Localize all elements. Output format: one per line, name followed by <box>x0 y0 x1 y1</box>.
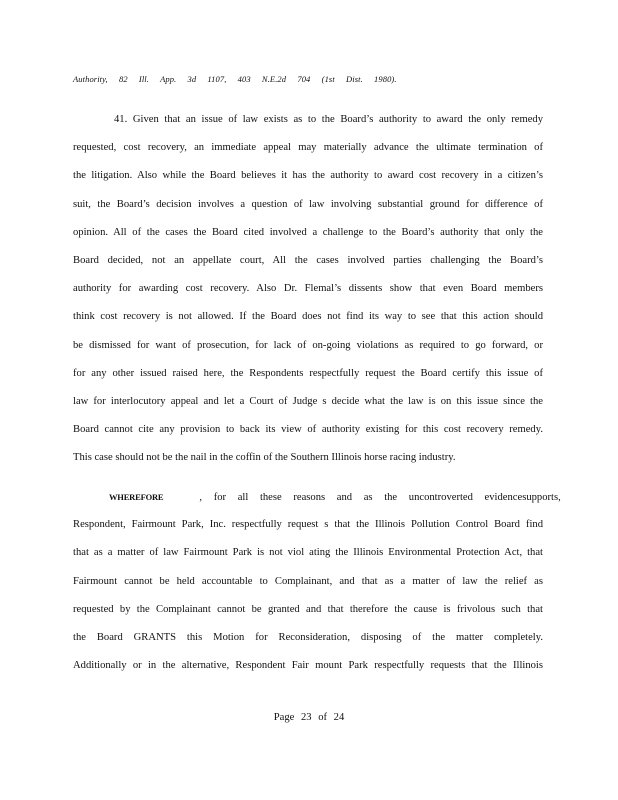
wherefore-label: WHEREFORE <box>109 492 164 502</box>
paragraph-line: think cost recovery is not allowed. If the Board does not find its way to see that this action should <box>73 311 543 323</box>
paragraph-41 <box>73 113 543 479</box>
paragraph-line: Board decided, not an appellate court, All the cases involved parties challenging the Board’s <box>73 254 543 266</box>
case-citation: Authority, 82 Ill. App. 3d 1107, 403 N.E.2d 704 (1st Dist. 1980). <box>73 74 397 84</box>
paragraph-line: the Board GRANTS this Motion for Reconsideration, disposing of the matter completely. <box>73 631 543 643</box>
paragraph-line: requested, cost recovery, an immediate appeal may materially advance the ultimate termination of <box>73 142 543 154</box>
wherefore-paragraph <box>73 490 561 687</box>
paragraph-line: that as a matter of law Fairmount Park is not viol ating the Illinois Environmental Protection Act, that <box>73 547 543 559</box>
paragraph-line: requested by the Complainant cannot be granted and that therefore the cause is frivolous such that <box>73 603 543 615</box>
paragraph-line: This case should not be the nail in the coffin of the Southern Illinois horse racing industry. <box>73 452 456 464</box>
paragraph-line: opinion. All of the cases the Board cited involved a challenge to the Board’s authority that only the <box>73 226 543 238</box>
wherefore-first-line <box>73 490 561 518</box>
wherefore-first-rest: , for all these reasons and as the uncontroverted evidencesupports, <box>199 492 561 503</box>
paragraph-line: Fairmount cannot be held accountable to Complainant, and that as a matter of law the relief as <box>73 575 543 587</box>
paragraph-line: 41. Given that an issue of law exists as to the Board’s authority to award the only remedy <box>114 114 543 125</box>
paragraph-line: law for interlocutory appeal and let a Court of Judge s decide what the law is on this issue since the <box>73 395 543 407</box>
paragraph-line: suit, the Board’s decision involves a question of law involving substantial ground for difference of <box>73 198 543 210</box>
paragraph-line: Board cannot cite any provision to back its view of authority existing for this cost recovery remedy. <box>73 424 543 436</box>
paragraph-line: Additionally or in the alternative, Respondent Fair mount Park respectfully requests that the Illinois <box>73 660 543 672</box>
page-number-footer: Page 23 of 24 <box>273 712 345 723</box>
paragraph-line: be dismissed for want of prosecution, for lack of on-going violations as required to go forward, or <box>73 339 543 351</box>
paragraph-line: authority for awarding cost recovery. Also Dr. Flemal’s dissents show that even Board members <box>73 283 543 295</box>
paragraph-line: the litigation. Also while the Board believes it has the authority to award cost recovery in a citizen’s <box>73 170 543 182</box>
paragraph-line: for any other issued raised here, the Respondents respectfully request the Board certify this issue of <box>73 367 543 379</box>
paragraph-line: Respondent, Fairmount Park, Inc. respectfully request s that the Illinois Pollution Control Board find <box>73 519 543 531</box>
